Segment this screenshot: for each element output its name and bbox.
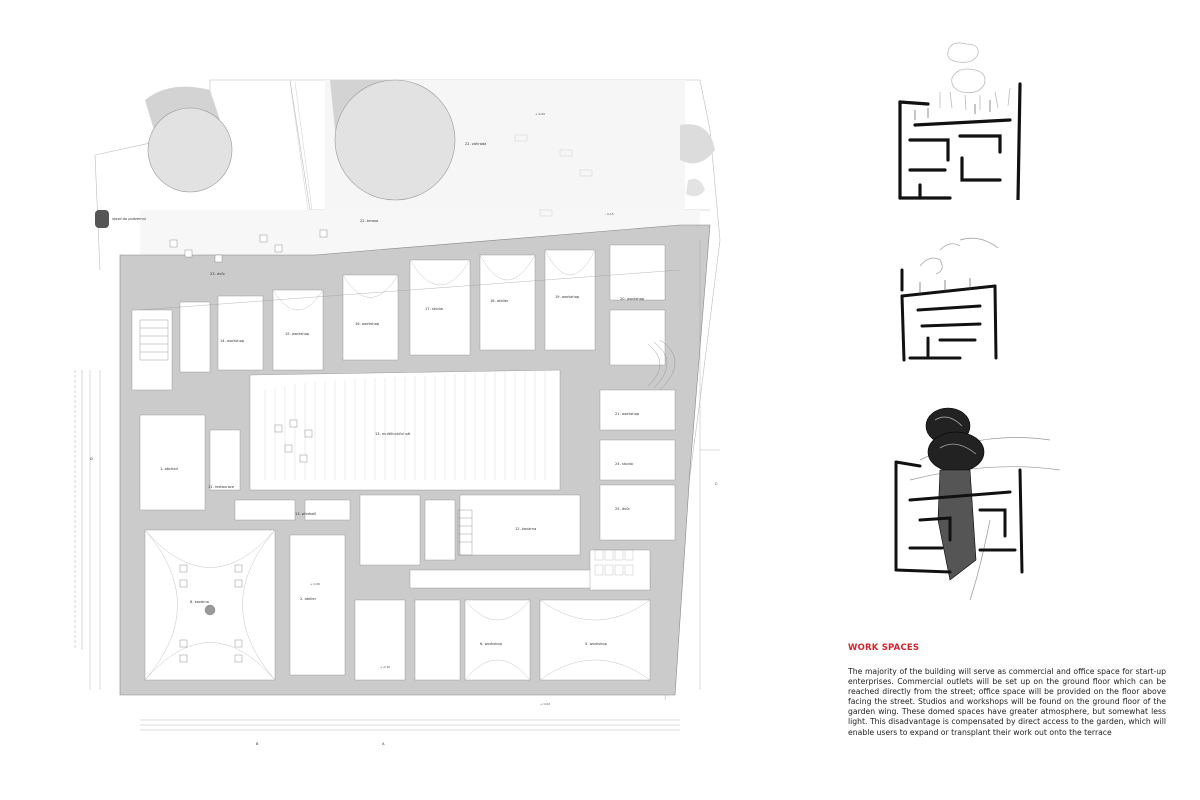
description-block — [848, 643, 1166, 738]
room-label: 23. dvůr — [210, 272, 226, 276]
room-label: 16. workshop — [355, 322, 380, 326]
room-label: 11. restaurace — [208, 485, 235, 489]
svg-text:B: B — [256, 742, 259, 746]
floor-plan-drawing — [60, 70, 760, 750]
svg-text:D: D — [90, 457, 93, 461]
room-label: 20. workshop — [620, 297, 645, 301]
svg-text:+ 0,60: + 0,60 — [310, 582, 321, 586]
svg-text:C: C — [715, 482, 718, 486]
svg-text:+ 0,30: + 0,30 — [380, 665, 391, 669]
concept-sketch-3 — [880, 400, 1100, 610]
room-label: 13. předsálí — [295, 512, 317, 516]
room-label: vjezd do podzemní — [112, 217, 146, 221]
room-label: 17. studio — [425, 307, 443, 311]
room-label: 6. workshop — [480, 642, 502, 646]
building-walls — [120, 225, 710, 695]
room-label: 8. kavárna — [190, 600, 210, 604]
room-label: 12. kavárna — [515, 527, 537, 531]
room-label: 1. obchod — [160, 467, 178, 471]
description-paragraph: The majority of the building will serve as commercial and office space for start-up enterprises. Commercial outlets will be set up on the ground floor which can be reached directly from the street; office space will be provided on the floor above facing the street. Studios and workshops will be found on the ground floor of the garden wing. These domed spaces have greater atmosphere, but somewhat less light. This disadvantage is compensated by direct access to the garden, which will enable users to expand or transplant their work out onto the terrace — [848, 667, 1166, 737]
room-label: 19. workshop — [555, 295, 580, 299]
room-label: 13. multifunkční sál — [375, 432, 411, 436]
room-label: 18. atelier — [490, 299, 509, 303]
tree-canopy — [335, 80, 455, 200]
svg-text:- 0,15: - 0,15 — [605, 212, 614, 216]
svg-text:+ 0,62: + 0,62 — [540, 702, 551, 706]
room-label: 22. zahrada — [465, 142, 487, 146]
room-label: 25. dvůr — [615, 507, 631, 511]
tree-canopy — [148, 108, 232, 192]
section-heading: WORK SPACES — [848, 643, 920, 653]
concept-sketch-2 — [880, 230, 1100, 390]
svg-text:A: A — [382, 742, 385, 746]
svg-text:+ 0,00: + 0,00 — [535, 112, 546, 116]
room-label: 14. workshop — [220, 339, 245, 343]
concept-sketch-1 — [880, 40, 1100, 200]
room-label: 15. workshop — [285, 332, 310, 336]
room-label: 21. workshop — [615, 412, 640, 416]
room-label: 5. workshop — [585, 642, 607, 646]
garden-area — [95, 80, 715, 255]
concept-sketches — [880, 40, 1100, 610]
room-label: 2. atelier — [300, 597, 317, 601]
room-label: 22. terasa — [360, 219, 379, 223]
room-label: 24. studio — [615, 462, 633, 466]
